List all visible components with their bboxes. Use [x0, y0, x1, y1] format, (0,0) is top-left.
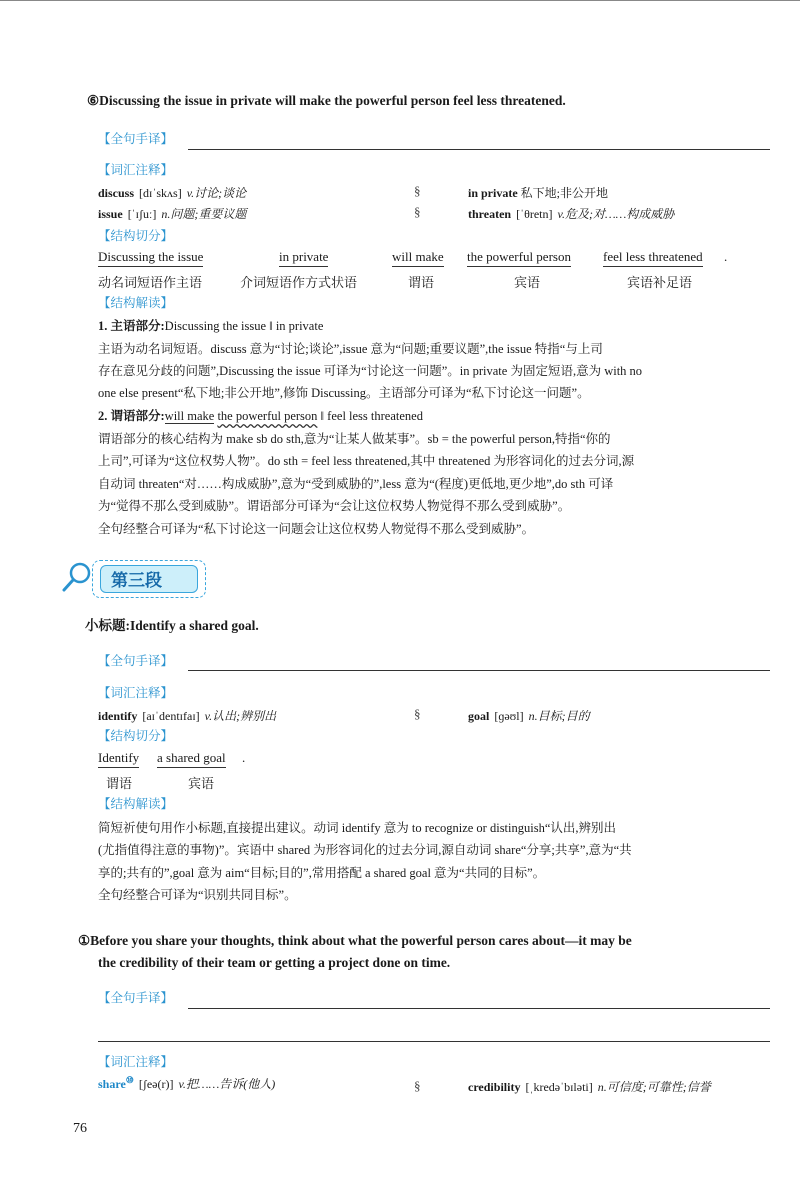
- subtitle-text: Identify a shared goal.: [130, 618, 259, 633]
- vocab-phonetic: [ɡəʊl]: [494, 709, 524, 723]
- vocab-word: goal: [468, 709, 490, 723]
- sentence-text: Discussing the issue in private will make the powerful person feel less threatened.: [99, 93, 566, 108]
- vocab-def: v.认出;辨别出: [204, 709, 277, 723]
- vocab-def: v.危及;对……构成威胁: [557, 207, 675, 221]
- translation-blank-2[interactable]: [98, 1041, 770, 1042]
- label-split: 【结构切分】: [98, 228, 174, 243]
- heading-label: 2. 谓语部分:: [98, 409, 165, 423]
- analysis-heading: [98, 314, 323, 338]
- label-translate: 【全句手译】: [98, 653, 174, 668]
- vocab-word: identify: [98, 709, 138, 723]
- sentence-1: [78, 930, 778, 952]
- analysis-line: 上司”,可译为“这位权势人物”。do sth = feel less threatened,其中 threatened 为形容词化的过去分词,源: [98, 454, 635, 468]
- vocab-entry: [468, 184, 608, 201]
- section-sign-icon: §: [414, 706, 421, 721]
- section-sign-icon: §: [414, 204, 421, 219]
- vocab-phonetic: [dɪˈskʌs]: [139, 186, 182, 200]
- vocab-def: 私下地;非公开地: [520, 186, 609, 200]
- split-period: .: [242, 750, 246, 765]
- sentence-number: ⑥: [87, 93, 100, 108]
- vocab-word: threaten: [468, 207, 512, 221]
- vocab-entry: [98, 1075, 275, 1092]
- analysis-summary: 全句经整合可译为“私下讨论这一问题会让这位权势人物觉得不那么受到威胁”。: [98, 522, 535, 536]
- label-vocab: 【词汇注释】: [98, 162, 174, 177]
- analysis-line: 享的;共有的”,goal 意为 aim“目标;目的”,常用搭配 a shared goal 意为“共同的目标”。: [98, 866, 546, 880]
- vocab-entry: [98, 205, 246, 222]
- vocab-def: n.问题;重要议题: [161, 207, 247, 221]
- split-segment: Identify: [98, 750, 139, 768]
- sentence-6: [87, 90, 566, 112]
- vocab-def: v.讨论;谈论: [186, 186, 247, 200]
- analysis-summary: 全句经整合可译为“识别共同目标”。: [98, 888, 297, 902]
- vocab-entry: [468, 707, 590, 724]
- analysis-line: 存在意见分歧的问题”,Discussing the issue 可译为“讨论这一问题”。in private 为固定短语,意为 with no: [98, 364, 643, 378]
- vocab-phonetic: [aɪˈdentɪfaɪ]: [142, 709, 200, 723]
- vocab-entry: [468, 205, 674, 222]
- vocab-def: n.可信度;可靠性;信誉: [597, 1080, 711, 1094]
- section-sign-icon: §: [414, 1078, 421, 1093]
- vocab-def: v.把……告诉(他人): [178, 1077, 276, 1091]
- label-vocab: 【词汇注释】: [98, 1054, 174, 1069]
- vocab-word: issue: [98, 207, 123, 221]
- analysis-line: 简短祈使句用作小标题,直接提出建议。动词 identify 意为 to recognize or distinguish“认出,辨别出: [98, 821, 617, 835]
- frequency-mark: ⑩: [125, 1075, 134, 1085]
- vocab-def: n.目标;目的: [528, 709, 590, 723]
- split-segment: in private: [279, 249, 328, 267]
- translation-blank[interactable]: [188, 149, 770, 150]
- split-segment: a shared goal: [157, 750, 226, 768]
- translation-blank[interactable]: [188, 1008, 770, 1009]
- vocab-word: discuss: [98, 186, 135, 200]
- label-analysis: 【结构解读】: [98, 295, 174, 310]
- analysis-line: 自动词 threaten“对……构成威胁”,意为“受到威胁的”,less 意为“(程度)更低地,更少地”,do sth 可译: [98, 477, 614, 491]
- top-rule: [0, 0, 800, 1]
- vocab-word: share: [98, 1077, 126, 1091]
- subtitle-label: 小标题:: [85, 618, 130, 633]
- analysis-line: 谓语部分的核心结构为 make sb do sth,意为“让某人做某事”。sb = the powerful person,特指“你的: [98, 432, 611, 446]
- vocab-phonetic: [ˌkredəˈbɪləti]: [525, 1080, 593, 1094]
- vocab-entry: [98, 707, 276, 724]
- sentence-number: ①: [78, 933, 91, 948]
- heading-text: Discussing the issue ‖ in private: [164, 319, 324, 333]
- analysis-heading: [98, 404, 423, 428]
- heading-object: the powerful person: [217, 409, 318, 423]
- sentence-1-cont: the credibility of their team or getting a project done on time.: [98, 955, 451, 970]
- analysis-line: (尤指值得注意的事物)”。宾语中 shared 为形容词化的过去分词,源自动词 share“分享;共享”,意为“共: [98, 843, 632, 857]
- split-period: .: [724, 249, 728, 264]
- label-split: 【结构切分】: [98, 728, 174, 743]
- vocab-entry: [98, 184, 246, 201]
- label-analysis: 【结构解读】: [98, 796, 174, 811]
- translation-blank[interactable]: [188, 670, 770, 671]
- split-role: 宾语: [514, 275, 541, 290]
- split-segment: will make: [392, 249, 444, 267]
- analysis-line: 为“觉得不那么受到威胁”。谓语部分可译为“会让这位权势人物觉得不那么受到威胁”。: [98, 499, 571, 513]
- split-role: 谓语: [106, 776, 133, 791]
- split-role: 宾语: [188, 776, 215, 791]
- split-role: 介词短语作方式状语: [240, 275, 358, 290]
- heading-verb: will make: [164, 409, 215, 423]
- section-sign-icon: §: [414, 183, 421, 198]
- vocab-phonetic: [ˈɪʃuː]: [127, 207, 157, 221]
- split-segment: feel less threatened: [603, 249, 703, 267]
- vocab-entry: [468, 1078, 711, 1095]
- heading-label: 1. 主语部分:: [98, 319, 165, 333]
- page-number: 76: [73, 1121, 87, 1136]
- section-title: 第三段: [111, 571, 162, 591]
- vocab-phonetic: [ˈθretn]: [516, 207, 553, 221]
- analysis-line: 主语为动名词短语。discuss 意为“讨论;谈论”,issue 意为“问题;重要议题”,the issue 特指“与上司: [98, 342, 603, 356]
- split-segment: the powerful person: [467, 249, 571, 267]
- split-role: 动名词短语作主语: [98, 275, 203, 290]
- analysis-line: one else present“私下地;非公开地”,修饰 Discussing。主语部分可译为“私下讨论这一问题”。: [98, 386, 590, 400]
- split-segment: Discussing the issue: [98, 249, 203, 267]
- label-translate: 【全句手译】: [98, 990, 174, 1005]
- magnifier-icon: [60, 560, 94, 594]
- label-translate: 【全句手译】: [98, 131, 174, 146]
- subtitle: [85, 614, 259, 634]
- split-role: 宾语补足语: [627, 275, 693, 290]
- vocab-phonetic: [ʃeə(r)]: [138, 1077, 174, 1091]
- sentence-text: Before you share your thoughts, think about what the powerful person cares about—it may be: [90, 933, 632, 948]
- split-role: 谓语: [408, 275, 435, 290]
- vocab-word: in private: [468, 186, 518, 200]
- heading-complement: ‖ feel less threatened: [320, 409, 423, 423]
- label-vocab: 【词汇注释】: [98, 685, 174, 700]
- vocab-word: credibility: [468, 1080, 521, 1094]
